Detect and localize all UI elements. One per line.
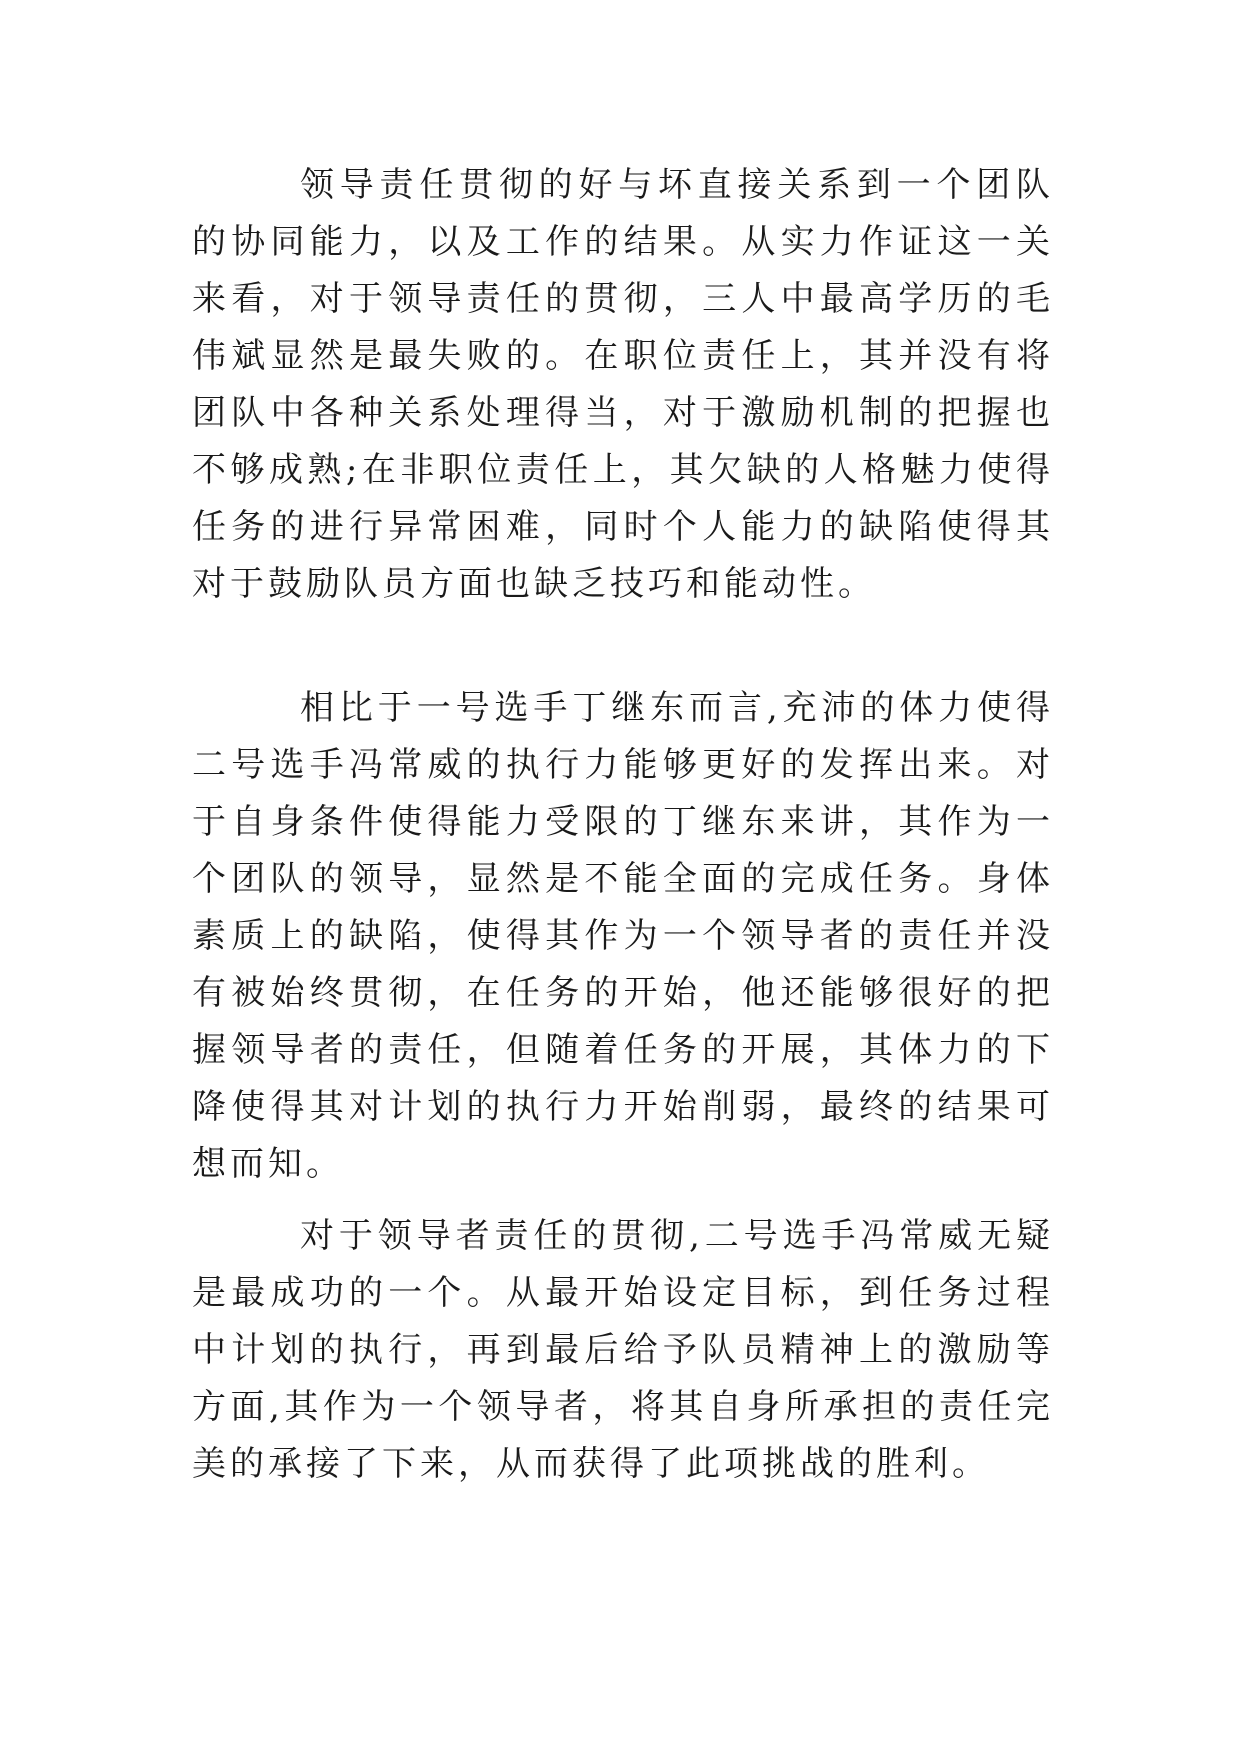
paragraph-conclusion: 对于领导者责任的贯彻,二号选手冯常威无疑是最成功的一个。从最开始设定目标，到任务过程中计划的执行，再到最后给予队员精神上的激励等方面,其作为一个领导者，将其自身所承担的责任完美的承接了下来，从而获得了此项挑战的胜利。 xyxy=(192,1216,1054,1484)
paragraph-leadership-responsibility: 领导责任贯彻的好与坏直接关系到一个团队的协同能力，以及工作的结果。从实力作证这一关来看，对于领导责任的贯彻，三人中最高学历的毛伟斌显然是最失败的。在职位责任上，其并没有将团队中各种关系处理得当，对于激励机制的把握也不够成熟;在非职位责任上，其欠缺的人格魅力使得任务的进行异常困难，同时个人能力的缺陷使得其对于鼓励队员方面也缺乏技巧和能动性。 xyxy=(192,165,1054,604)
paragraph-player-comparison: 相比于一号选手丁继东而言,充沛的体力使得二号选手冯常威的执行力能够更好的发挥出来。对于自身条件使得能力受限的丁继东来讲，其作为一个团队的领导，显然是不能全面的完成任务。身体素质上的缺陷，使得其作为一个领导者的责任并没有被始终贯彻，在任务的开始，他还能够很好的把握领导者的责任，但随着任务的开展，其体力的下降使得其对计划的执行力开始削弱，最终的结果可想而知。 xyxy=(192,688,1054,1184)
